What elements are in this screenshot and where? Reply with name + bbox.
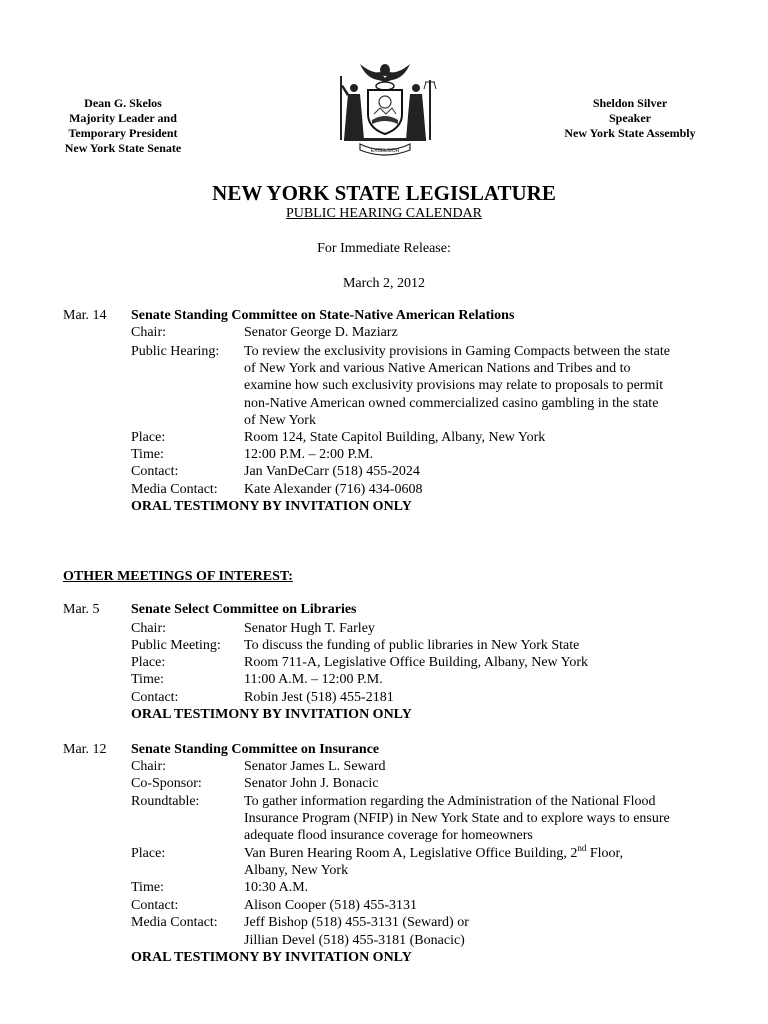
place-value-line2: Albany, New York [244, 863, 349, 878]
time-value: 12:00 P.M. – 2:00 P.M. [244, 447, 374, 462]
new-york-state-seal [330, 56, 440, 160]
place-label: Place: [131, 655, 166, 670]
release-date: March 2, 2012 [342, 276, 426, 291]
section-heading: OTHER MEETINGS OF INTEREST: [63, 569, 293, 584]
committee-name: Senate Standing Committee on Insurance [131, 742, 380, 757]
chair-label: Chair: [131, 621, 166, 636]
place-text-b: Floor, [586, 846, 624, 861]
senate-leader-block [52, 96, 194, 156]
purpose-label: Roundtable: [131, 794, 200, 809]
page-title: NEW YORK STATE LEGISLATURE [212, 181, 556, 205]
purpose-line: To gather information regarding the Administration of the National Flood [244, 794, 656, 809]
committee-name: Senate Standing Committee on State-Native American Relations [131, 308, 515, 323]
place-label: Place: [131, 846, 166, 861]
chair-label: Chair: [131, 325, 166, 340]
media-contact-value: Jillian Devel (518) 455-3181 (Bonacic) [244, 933, 465, 948]
media-contact-label: Media Contact: [131, 482, 218, 497]
cosponsor-label: Co-Sponsor: [131, 776, 202, 791]
purpose-line: examine how such exclusivity provisions may relate to proposals to permit [244, 378, 664, 393]
assembly-speaker-block [545, 96, 715, 141]
senate-leader-name: Dean G. Skelos [84, 96, 162, 110]
time-label: Time: [131, 672, 164, 687]
purpose-line: of New York [244, 413, 316, 428]
place-value: Room 711-A, Legislative Office Building, Albany, New York [244, 655, 589, 670]
entry-date: Mar. 14 [63, 308, 107, 323]
chair-value: Senator James L. Seward [244, 759, 386, 774]
chair-value: Senator Hugh T. Farley [244, 621, 375, 636]
place-value: Room 124, State Capitol Building, Albany, New York [244, 430, 546, 445]
contact-value: Alison Cooper (518) 455-3131 [244, 898, 418, 913]
purpose-line: non-Native American owned commercialized casino gambling in the state [244, 396, 659, 411]
time-label: Time: [131, 447, 164, 462]
entry-date: Mar. 5 [63, 602, 100, 617]
testimony-note: ORAL TESTIMONY BY INVITATION ONLY [131, 707, 412, 722]
media-contact-value: Kate Alexander (716) 434-0608 [244, 482, 423, 497]
place-value [244, 845, 714, 862]
time-label: Time: [131, 880, 164, 895]
place-superscript: nd [577, 843, 587, 853]
purpose-line: To discuss the funding of public libraries in New York State [244, 638, 580, 653]
media-contact-value: Jeff Bishop (518) 455-3131 (Seward) or [244, 915, 469, 930]
purpose-line: Insurance Program (NFIP) in New York State and to explore ways to ensure [244, 811, 670, 826]
senate-leader-title-2: Temporary President [68, 126, 178, 140]
committee-name: Senate Select Committee on Libraries [131, 602, 357, 617]
purpose-label: Public Meeting: [131, 638, 221, 653]
release-notice: For Immediate Release: [317, 241, 451, 256]
chair-value: Senator George D. Maziarz [244, 325, 398, 340]
purpose-line: of New York and various Native American Nations and Tribes and to [244, 361, 631, 376]
assembly-speaker-title-1: Speaker [609, 111, 651, 125]
place-label: Place: [131, 430, 166, 445]
time-value: 11:00 A.M. – 12:00 P.M. [244, 672, 383, 687]
contact-label: Contact: [131, 898, 179, 913]
purpose-label: Public Hearing: [131, 344, 220, 359]
purpose-line: To review the exclusivity provisions in Gaming Compacts between the state [244, 344, 670, 359]
entry-date: Mar. 12 [63, 742, 107, 757]
contact-label: Contact: [131, 464, 179, 479]
contact-label: Contact: [131, 690, 179, 705]
media-contact-label: Media Contact: [131, 915, 218, 930]
cosponsor-value: Senator John J. Bonacic [244, 776, 379, 791]
contact-value: Jan VanDeCarr (518) 455-2024 [244, 464, 420, 479]
page-subtitle: PUBLIC HEARING CALENDAR [286, 206, 482, 221]
seal-motto: EXCELSIOR [370, 148, 400, 154]
assembly-speaker-name: Sheldon Silver [592, 96, 668, 110]
time-value: 10:30 A.M. [244, 880, 309, 895]
contact-value: Robin Jest (518) 455-2181 [244, 690, 394, 705]
purpose-line: adequate flood insurance coverage for homeowners [244, 828, 533, 843]
assembly-speaker-title-2: New York State Assembly [564, 126, 696, 140]
testimony-note: ORAL TESTIMONY BY INVITATION ONLY [131, 499, 412, 514]
testimony-note: ORAL TESTIMONY BY INVITATION ONLY [131, 950, 412, 965]
senate-leader-title-3: New York State Senate [64, 141, 182, 155]
chair-label: Chair: [131, 759, 166, 774]
senate-leader-title-1: Majority Leader and [69, 111, 177, 125]
place-text-a: Van Buren Hearing Room A, Legislative Office Building, 2 [244, 846, 578, 861]
